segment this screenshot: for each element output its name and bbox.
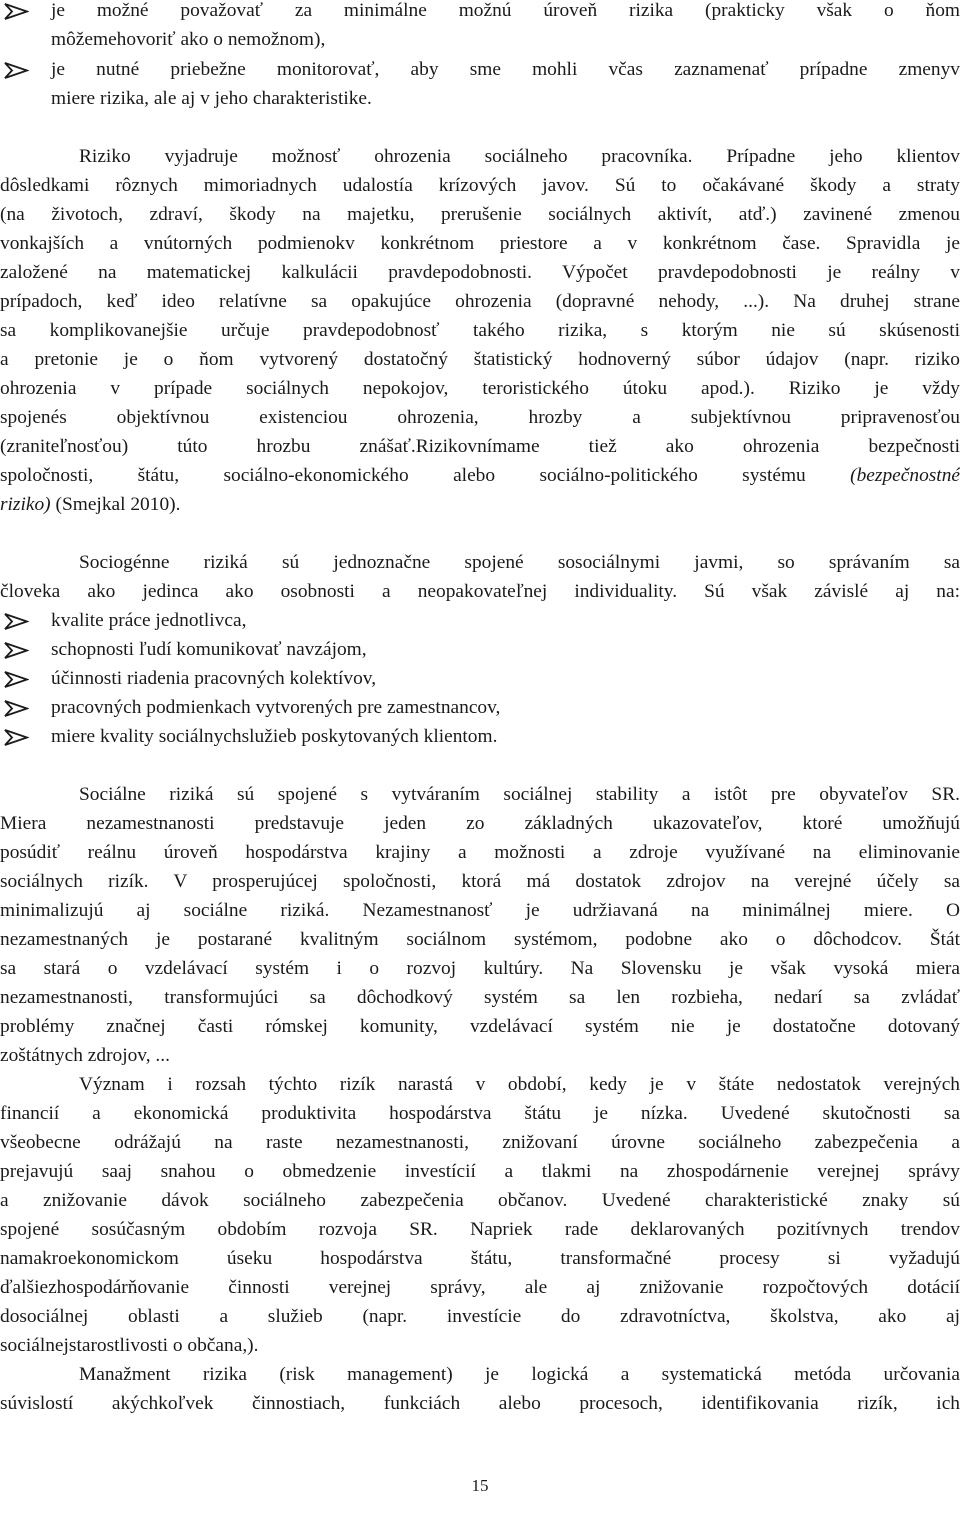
text-line: všeobecne odrážajú na raste nezamestnanosti, znižovaní úrovne sociálneho zabezpečenia a [0, 1132, 960, 1153]
text-line: a pretonie je o ňom vytvorený dostatočný štatistický hodnoverný súbor údajov (napr. riziko [0, 349, 960, 370]
text-line: Sociogénne riziká sú jednoznačne spojené sosociálnymi javmi, so správaním sa [79, 552, 960, 573]
text-line: sociálnych rizík. V prosperujúcej spoločnosti, ktorá má dostatok zdrojov na verejné účely sa [0, 871, 960, 892]
bullet-line: účinnosti riadenia pracovných kolektívov, [51, 668, 377, 689]
text-line: Sociálne riziká sú spojené s vytváraním sociálnej stability a istôt pre obyvateľov SR. [79, 784, 960, 805]
text-line: spojenés objektívnou existenciou ohrozenia, hrozby a subjektívnou pripravenosťou [0, 407, 960, 428]
arrowhead-bullet-icon [3, 0, 33, 22]
text-line: namakroekonomickom úseku hospodárstva štátu, transformačné procesy si vyžadujú [0, 1248, 960, 1269]
text-line: posúdiť reálnu úroveň hospodárstva krajiny a možnosti a zdroje využívané na eliminovanie [0, 842, 960, 863]
text-line: človeka ako jedinca ako osobnosti a neopakovateľnej individuality. Sú však závislé aj na: [0, 581, 960, 602]
bullet-line: pracovných podmienkach vytvorených pre zamestnancov, [51, 697, 501, 718]
text-line: vonkajších a vnútorných podmienokv konkrétnom priestore a v konkrétnom čase. Spravidla je [0, 233, 960, 254]
bullet-line: je nutné priebežne monitorovať, aby sme mohli včas zaznamenať prípadne zmenyv [51, 59, 960, 80]
bullet-line: schopnosti ľudí komunikovať navzájom, [51, 639, 367, 660]
citation: (Smejkal 2010). [55, 494, 181, 515]
text-line: (na životoch, zdraví, škody na majetku, prerušenie sociálnych aktivít, atď.) zavinené zmenou [0, 204, 960, 225]
text-line: prípadoch, keď ideo relatívne sa opakujúce ohrozenia (dopravné nehody, ...). Na druhej strane [0, 291, 960, 312]
text-line: a znižovanie dávok sociálneho zabezpečenia občanov. Uvedené charakteristické znaky sú [0, 1190, 960, 1211]
italic-term: (bezpečnostné [850, 465, 960, 486]
text-line: (zraniteľnosťou) túto hrozbu znášať.Rizikovnímame tiež ako ohrozenia bezpečnosti [0, 436, 960, 457]
text-line: Miera nezamestnanosti predstavuje jeden zo základných ukazovateľov, ktoré umožňujú [0, 813, 960, 834]
bullet-line: kvalite práce jednotlivca, [51, 610, 247, 631]
text-line: Riziko vyjadruje možnosť ohrozenia sociálneho pracovníka. Prípadne jeho klientov [79, 146, 960, 167]
text-line: založené na matematickej kalkulácii pravdepodobnosti. Výpočet pravdepodobnosti je reálny v [0, 262, 960, 283]
arrowhead-bullet-icon [3, 639, 33, 661]
arrowhead-bullet-icon [3, 610, 33, 632]
text-line: ďalšiezhospodárňovanie činnosti verejnej správy, ale aj znižovanie rozpočtových dotácií [0, 1277, 960, 1298]
text-line: Význam i rozsah týchto rizík narastá v období, kedy je v štáte nedostatok verejných [79, 1074, 960, 1095]
arrowhead-bullet-icon [3, 726, 33, 748]
arrowhead-bullet-icon [3, 59, 33, 81]
italic-term: riziko) [0, 494, 51, 515]
bullet-line: je možné považovať za minimálne možnú úroveň rizika (prakticky však o ňom [51, 0, 960, 21]
text-line: prejavujú saaj snahou o obmedzenie investícií a tlakmi na zhospodárnenie verejnej správy [0, 1161, 960, 1182]
text-line: minimalizujú aj sociálne riziká. Nezamestnanosť je udržiavaná na minimálnej miere. O [0, 900, 960, 921]
text-line: dosociálnej oblasti a služieb (napr. investície do zdravotníctva, školstva, ako aj [0, 1306, 960, 1327]
text-line: nezamestnanosti, transformujúci sa dôchodkový systém sa len rozbieha, nedarí sa zvládať [0, 987, 960, 1008]
bullet-line: miere rizika, ale aj v jeho charakteristike. [51, 88, 372, 109]
text-line: sa komplikovanejšie určuje pravdepodobnosť takého rizika, s ktorým nie sú skúsenosti [0, 320, 960, 341]
text-line: súvislostí akýchkoľvek činnostiach, funkciách alebo procesoch, identifikovania rizík, ich [0, 1393, 960, 1414]
text-line: dôsledkami rôznych mimoriadnych udalostía krízových javov. Sú to očakávané škody a straty [0, 175, 960, 196]
text-line: sa stará o vzdelávací systém i o rozvoj kultúry. Na Slovensku je však vysoká miera [0, 958, 960, 979]
bullet-line: miere kvality sociálnychslužieb poskytovaných klientom. [51, 726, 498, 747]
text-segment: spoločnosti, štátu, sociálno-ekonomického alebo sociálno-politického systému [0, 465, 806, 486]
text-line: financií a ekonomická produktivita hospodárstva štátu je nízka. Uvedené skutočnosti sa [0, 1103, 960, 1124]
text-line [0, 494, 960, 516]
arrowhead-bullet-icon [3, 668, 33, 690]
page-number: 15 [471, 1476, 489, 1495]
text-line: zoštátnych zdrojov, ... [0, 1045, 170, 1066]
text-line: nezamestnaných je postarané kvalitným sociálnom systémom, podobne ako o dôchodcov. Štát [0, 929, 960, 950]
text-line: Manažment rizika (risk management) je logická a systematická metóda určovania [79, 1364, 960, 1385]
arrowhead-bullet-icon [3, 697, 33, 719]
text-line: ohrozenia v prípade sociálnych nepokojov, teroristického útoku apod.). Riziko je vždy [0, 378, 960, 399]
bullet-line: môžemehovoriť ako o nemožnom), [51, 29, 326, 50]
text-line [0, 465, 960, 487]
text-line: problémy značnej časti rómskej komunity, vzdelávací systém nie je dostatočne dotovaný [0, 1016, 960, 1037]
text-line: sociálnejstarostlivosti o občana,). [0, 1335, 259, 1356]
text-line: spojené sosúčasným obdobím rozvoja SR. Napriek rade deklarovaných pozitívnych trendov [0, 1219, 960, 1240]
